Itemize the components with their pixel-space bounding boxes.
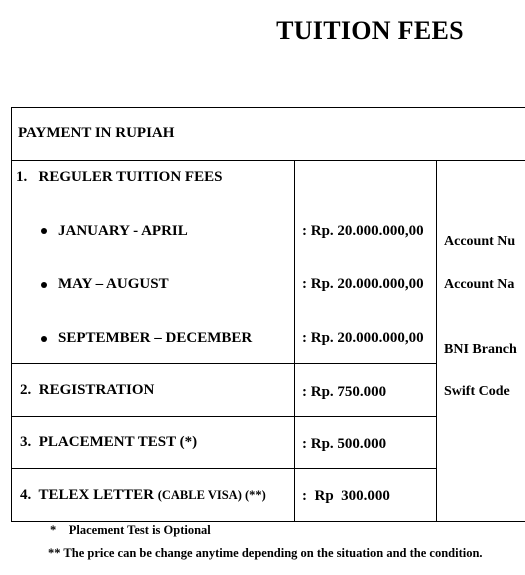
bullet-icon — [41, 282, 47, 288]
bni-branch-label: BNI Branch — [444, 342, 517, 357]
table-top-border — [11, 107, 525, 108]
registration-label: 2. REGISTRATION — [20, 382, 155, 398]
footnote-price-change: ** The price can be change anytime depending on the situation and the condition. — [48, 546, 483, 560]
header-bottom-border — [11, 160, 525, 161]
bullet-icon — [41, 228, 47, 234]
table-left-border — [11, 107, 12, 522]
price-column-divider — [294, 160, 295, 522]
table-bottom-border — [11, 521, 525, 522]
page-title: TUITION FEES — [276, 16, 464, 45]
placement-test-label: 3. PLACEMENT TEST (*) — [20, 434, 198, 450]
account-name-label: Account Na — [444, 277, 515, 292]
account-number-label: Account Nu — [444, 234, 516, 249]
period-price-jan-apr: : Rp. 20.000.000,00 — [302, 223, 424, 239]
table-header: PAYMENT IN RUPIAH — [18, 125, 175, 141]
regular-bottom-border — [11, 363, 437, 364]
period-label-sep-dec: SEPTEMBER – DECEMBER — [58, 330, 253, 346]
telex-letter-main: 4. TELEX LETTER — [20, 487, 158, 503]
period-label-jan-apr: JANUARY - APRIL — [58, 223, 188, 239]
telex-letter-note: (CABLE VISA) (**) — [157, 488, 266, 502]
period-price-may-aug: : Rp. 20.000.000,00 — [302, 276, 424, 292]
swift-code-label: Swift Code — [444, 384, 510, 399]
bullet-icon — [41, 336, 47, 342]
placement-bottom-border — [11, 468, 437, 469]
telex-letter-label — [20, 487, 266, 504]
registration-price: : Rp. 750.000 — [302, 384, 387, 400]
footnote-placement: * Placement Test is Optional — [50, 523, 211, 537]
period-price-sep-dec: : Rp. 20.000.000,00 — [302, 330, 424, 346]
regular-tuition-label: 1. REGULER TUITION FEES — [16, 169, 223, 185]
telex-letter-price: : Rp 300.000 — [302, 488, 390, 504]
placement-test-price: : Rp. 500.000 — [302, 436, 387, 452]
period-label-may-aug: MAY – AUGUST — [58, 276, 169, 292]
bank-column-divider — [436, 160, 437, 522]
registration-bottom-border — [11, 416, 437, 417]
fees-table — [11, 107, 525, 522]
